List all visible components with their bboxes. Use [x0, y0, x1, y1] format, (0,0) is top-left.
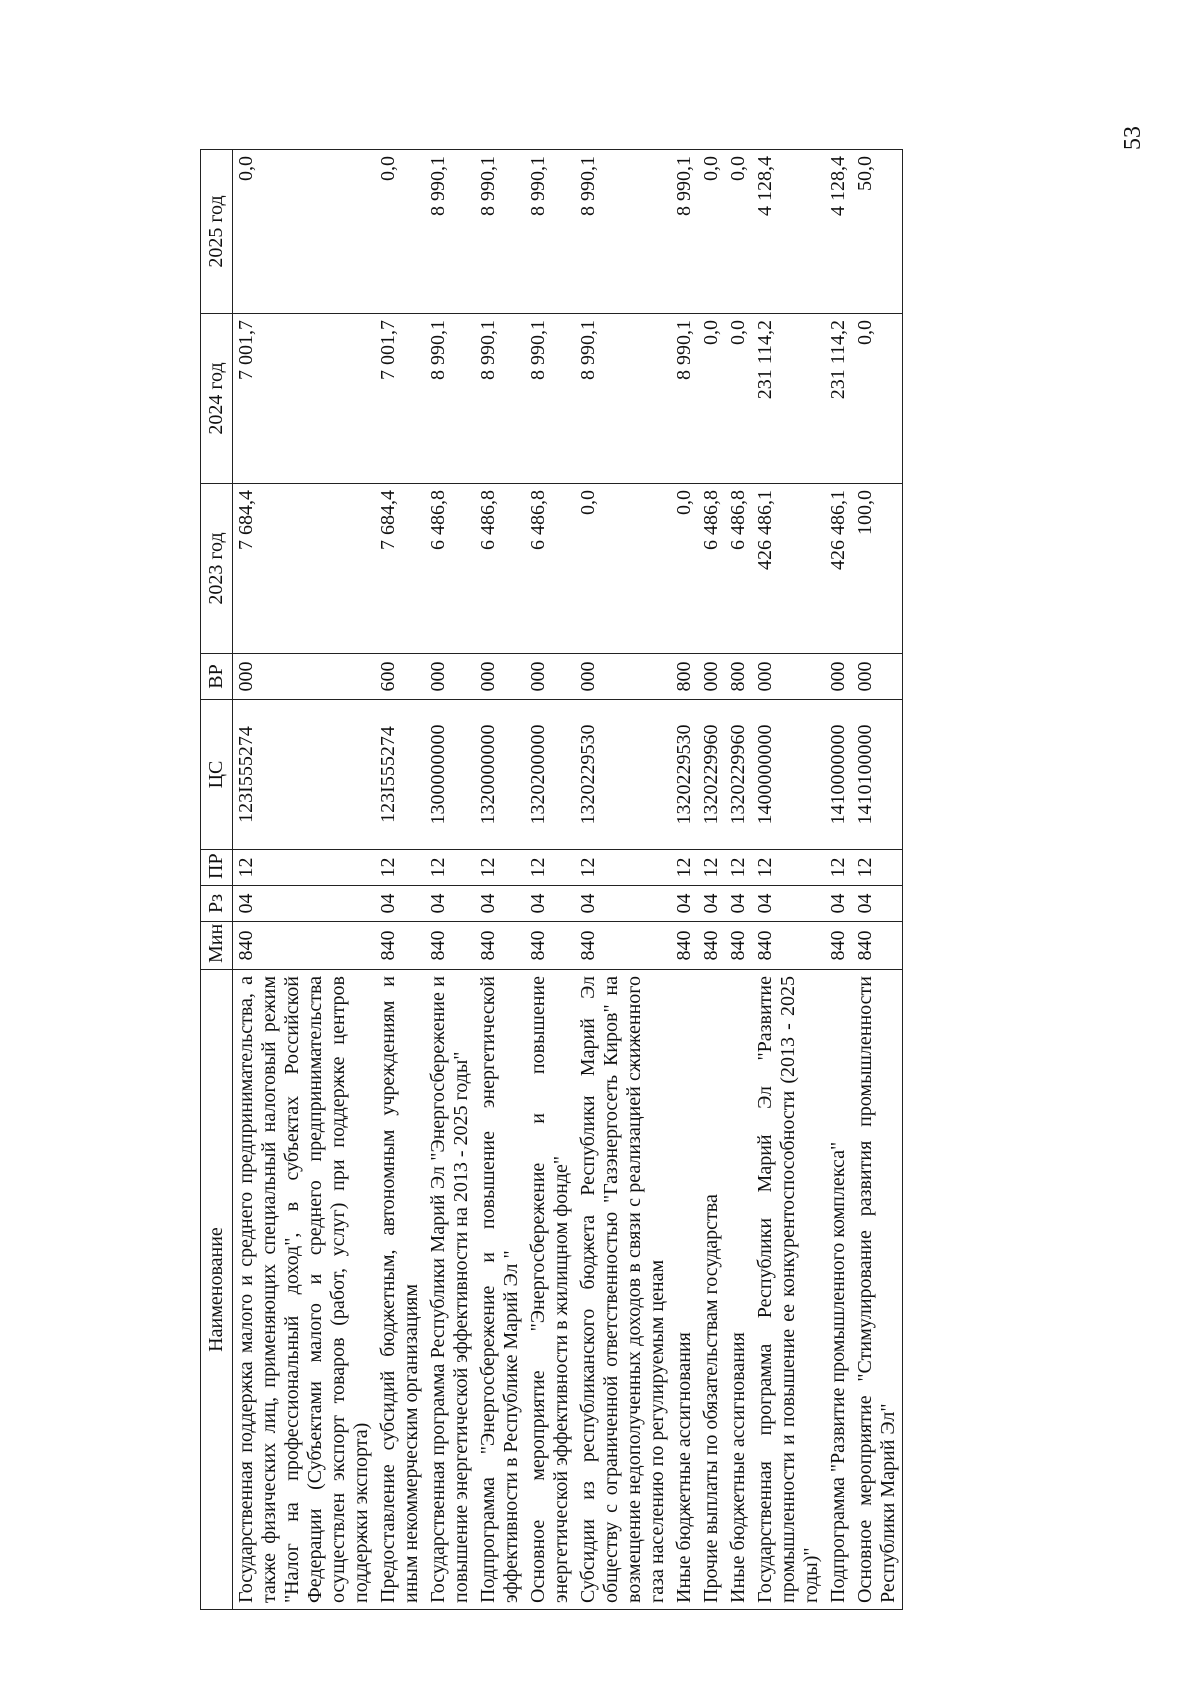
cell-name: Прочие выплаты по обязательствам государства [698, 970, 725, 1610]
cell-cs: 1300000000 [425, 700, 475, 850]
header-2023: 2023 год [201, 484, 233, 654]
cell-2025: 8 990,1 [525, 150, 575, 314]
cell-2025: 8 990,1 [575, 150, 671, 314]
cell-2024: 8 990,1 [575, 314, 671, 484]
cell-vr: 800 [671, 654, 698, 700]
cell-rz: 04 [525, 886, 575, 922]
cell-min: 840 [425, 922, 475, 970]
cell-2023: 6 486,8 [525, 484, 575, 654]
header-name: Наименование [201, 970, 233, 1610]
table-body [233, 150, 903, 1610]
cell-pr: 12 [825, 850, 852, 886]
cell-2024: 8 990,1 [425, 314, 475, 484]
cell-min: 840 [852, 922, 903, 970]
cell-2023: 7 684,4 [375, 484, 425, 654]
cell-cs: 1320229530 [671, 700, 698, 850]
cell-2025: 8 990,1 [475, 150, 525, 314]
table-row [852, 150, 903, 1610]
cell-pr: 12 [425, 850, 475, 886]
table-row [375, 150, 425, 1610]
budget-table-rotated [200, 150, 1040, 1610]
cell-2023: 6 486,8 [425, 484, 475, 654]
table-row [233, 150, 376, 1610]
cell-min: 840 [698, 922, 725, 970]
cell-vr: 000 [698, 654, 725, 700]
cell-2024: 0,0 [725, 314, 752, 484]
header-rz: Рз [201, 886, 233, 922]
cell-2025: 0,0 [698, 150, 725, 314]
cell-pr: 12 [375, 850, 425, 886]
cell-2025: 8 990,1 [671, 150, 698, 314]
cell-min: 840 [233, 922, 376, 970]
table-row [575, 150, 671, 1610]
cell-name: Субсидии из республиканского бюджета Республики Марий Эл обществу с ограниченной ответственностью "Газэнергосеть Киров" на возмещение недополученных доходов в связи с реализацией сжиженного газа населению по регулируемым ценам [575, 970, 671, 1610]
cell-name: Подпрограмма "Энергосбережение и повышение энергетической эффективности в Республике Марий Эл " [475, 970, 525, 1610]
cell-2024: 0,0 [698, 314, 725, 484]
header-vr: ВР [201, 654, 233, 700]
cell-2025: 4 128,4 [752, 150, 825, 314]
cell-2023: 426 486,1 [825, 484, 852, 654]
cell-2024: 0,0 [852, 314, 903, 484]
table-row [475, 150, 525, 1610]
page-number: 53 [1120, 126, 1146, 150]
cell-2023: 0,0 [575, 484, 671, 654]
cell-min: 840 [575, 922, 671, 970]
cell-name: Государственная поддержка малого и среднего предпринимательства, а также физических лиц, применяющих специальный налоговый режим "Налог на профессиональный доход", в субъектах Российской Федерации (Субъектами малого и среднего предпринимательства осуществлен экспорт товаров (работ, услуг) при поддержке центров поддержки экспорта) [233, 970, 376, 1610]
cell-pr: 12 [525, 850, 575, 886]
cell-cs: 1320200000 [525, 700, 575, 850]
cell-min: 840 [525, 922, 575, 970]
cell-2023: 100,0 [852, 484, 903, 654]
cell-min: 840 [671, 922, 698, 970]
cell-pr: 12 [475, 850, 525, 886]
cell-2023: 6 486,8 [725, 484, 752, 654]
table-row [698, 150, 725, 1610]
cell-vr: 000 [575, 654, 671, 700]
cell-name: Подпрограмма "Развитие промышленного комплекса" [825, 970, 852, 1610]
cell-2023: 6 486,8 [698, 484, 725, 654]
cell-2023: 6 486,8 [475, 484, 525, 654]
cell-name: Иные бюджетные ассигнования [671, 970, 698, 1610]
cell-pr: 12 [752, 850, 825, 886]
header-2025: 2025 год [201, 150, 233, 314]
cell-cs: 1410000000 [825, 700, 852, 850]
header-cs: ЦС [201, 700, 233, 850]
cell-rz: 04 [698, 886, 725, 922]
cell-2025: 50,0 [852, 150, 903, 314]
cell-2024: 231 114,2 [752, 314, 825, 484]
cell-2024: 8 990,1 [671, 314, 698, 484]
cell-min: 840 [375, 922, 425, 970]
table-row [752, 150, 825, 1610]
cell-pr: 12 [852, 850, 903, 886]
table-row [425, 150, 475, 1610]
cell-2025: 0,0 [233, 150, 376, 314]
cell-2023: 7 684,4 [233, 484, 376, 654]
budget-table [200, 149, 903, 1610]
cell-cs: 1410100000 [852, 700, 903, 850]
cell-cs: 1320229960 [725, 700, 752, 850]
cell-name: Иные бюджетные ассигнования [725, 970, 752, 1610]
cell-pr: 12 [575, 850, 671, 886]
table-row [525, 150, 575, 1610]
cell-name: Государственная программа Республики Марий Эл "Энергосбережение и повышение энергетической эффективности на 2013 - 2025 годы" [425, 970, 475, 1610]
cell-rz: 04 [233, 886, 376, 922]
cell-cs: 123I555274 [375, 700, 425, 850]
cell-2023: 0,0 [671, 484, 698, 654]
cell-vr: 000 [425, 654, 475, 700]
cell-min: 840 [725, 922, 752, 970]
cell-name: Основное мероприятие "Стимулирование развития промышленности Республики Марий Эл" [852, 970, 903, 1610]
cell-name: Основное мероприятие "Энергосбережение и повышение энергетической эффективности в жилищном фонде" [525, 970, 575, 1610]
table-row [825, 150, 852, 1610]
cell-pr: 12 [671, 850, 698, 886]
cell-name: Предоставление субсидий бюджетным, автономным учреждениям и иным некоммерческим организациям [375, 970, 425, 1610]
cell-2025: 0,0 [375, 150, 425, 314]
cell-rz: 04 [752, 886, 825, 922]
cell-rz: 04 [575, 886, 671, 922]
cell-2023: 426 486,1 [752, 484, 825, 654]
cell-rz: 04 [825, 886, 852, 922]
cell-rz: 04 [475, 886, 525, 922]
cell-vr: 600 [375, 654, 425, 700]
table-header [201, 150, 233, 1610]
table-row [671, 150, 698, 1610]
cell-vr: 800 [725, 654, 752, 700]
cell-rz: 04 [375, 886, 425, 922]
table-row [725, 150, 752, 1610]
cell-rz: 04 [852, 886, 903, 922]
cell-min: 840 [752, 922, 825, 970]
cell-cs: 1400000000 [752, 700, 825, 850]
cell-cs: 1320229530 [575, 700, 671, 850]
cell-pr: 12 [725, 850, 752, 886]
header-min: Мин [201, 922, 233, 970]
cell-rz: 04 [671, 886, 698, 922]
header-2024: 2024 год [201, 314, 233, 484]
header-pr: ПР [201, 850, 233, 886]
cell-cs: 1320229960 [698, 700, 725, 850]
cell-2024: 231 114,2 [825, 314, 852, 484]
cell-2024: 7 001,7 [233, 314, 376, 484]
cell-name: Государственная программа Республики Марий Эл "Развитие промышленности и повышение ее конкурентоспособности (2013 - 2025 годы)" [752, 970, 825, 1610]
cell-vr: 000 [475, 654, 525, 700]
cell-2024: 8 990,1 [475, 314, 525, 484]
cell-pr: 12 [233, 850, 376, 886]
cell-min: 840 [475, 922, 525, 970]
cell-2025: 4 128,4 [825, 150, 852, 314]
cell-2025: 0,0 [725, 150, 752, 314]
cell-vr: 000 [752, 654, 825, 700]
cell-rz: 04 [425, 886, 475, 922]
cell-2024: 8 990,1 [525, 314, 575, 484]
cell-vr: 000 [852, 654, 903, 700]
cell-cs: 1320000000 [475, 700, 525, 850]
cell-rz: 04 [725, 886, 752, 922]
cell-pr: 12 [698, 850, 725, 886]
cell-2025: 8 990,1 [425, 150, 475, 314]
cell-vr: 000 [825, 654, 852, 700]
cell-2024: 7 001,7 [375, 314, 425, 484]
cell-min: 840 [825, 922, 852, 970]
cell-vr: 000 [525, 654, 575, 700]
cell-vr: 000 [233, 654, 376, 700]
cell-cs: 123I555274 [233, 700, 376, 850]
